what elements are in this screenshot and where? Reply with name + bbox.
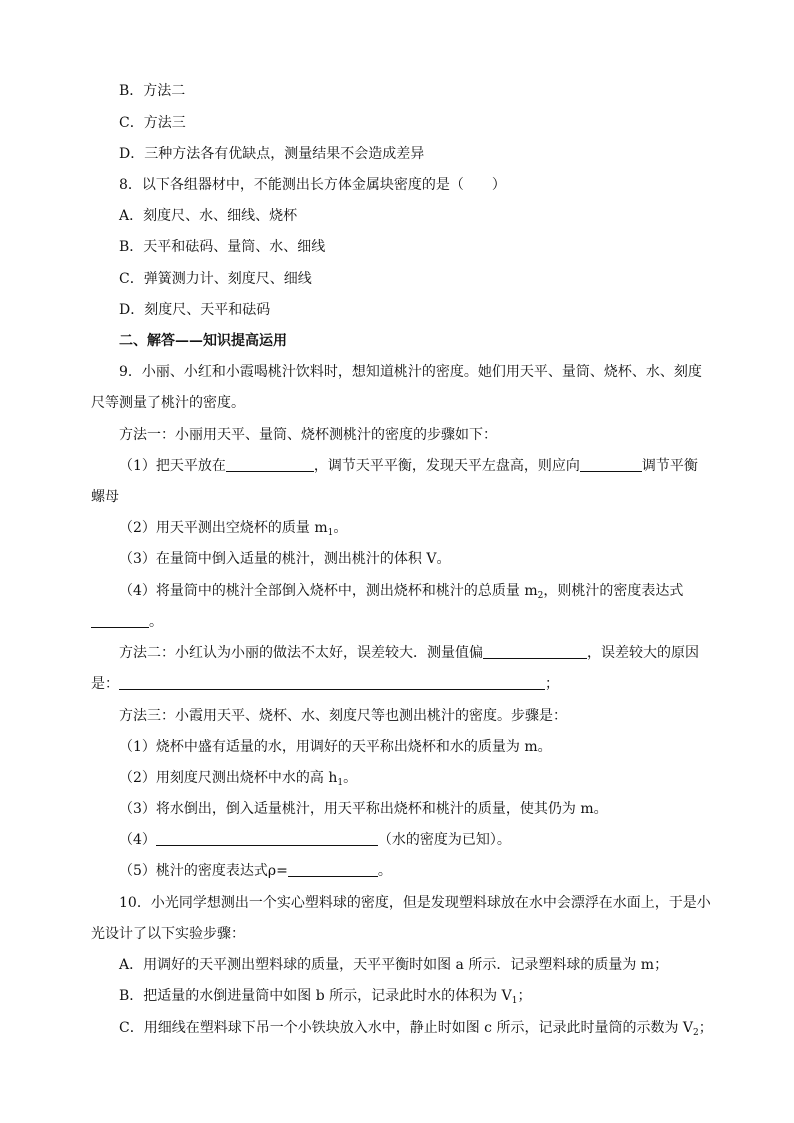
method1-step1-text-a: （1）把天平放在: [119, 458, 226, 474]
method3-step5-end: 。: [377, 863, 392, 879]
answer-blank-density-formula[interactable]: [288, 862, 378, 877]
method1-step2-text: （2）用天平测出空烧杯的质量 m: [119, 520, 328, 536]
answer-blank-density-expression[interactable]: [91, 613, 149, 628]
method2-text-a: 方法二：小红认为小丽的做法不太好，误差较大．测量值偏: [119, 645, 483, 661]
subscript: 1: [327, 528, 334, 538]
method1-step4-cont: [91, 613, 163, 631]
method3-step2-text: （2）用刻度尺测出烧杯中水的高 h: [119, 770, 338, 786]
method3-step5-text: （5）桃汁的密度表达式ρ=: [119, 863, 288, 879]
method1-step1-text-b: ，调节天平平衡，发现天平左盘高，则应向: [313, 458, 580, 474]
method2-end: ；: [545, 676, 559, 692]
method3-step1: （1）烧杯中盛有适量的水，用调好的天平称出烧杯和水的质量为 m。: [119, 739, 552, 755]
method1-step4: [119, 582, 683, 600]
method3-step4-text-b: （水的密度为已知）。: [377, 832, 511, 848]
method1-step4-text-b: ，则桃汁的密度表达式: [543, 583, 684, 599]
method1-step3: （3）在量筒中倒入适量的桃汁，测出桃汁的体积 V。: [119, 551, 451, 567]
method3-intro: 方法三：小霞用天平、烧杯、水、刻度尺等也测出桃汁的密度。步骤是：: [119, 708, 567, 724]
q7-option-d: D．三种方法各有优缺点，测量结果不会造成差异: [119, 146, 425, 162]
q10-step-b: [119, 987, 531, 1005]
method3-step4: [119, 831, 511, 849]
q8-option-a: A．刻度尺、水、细线、烧杯: [119, 208, 298, 224]
q7-option-c: C．方法三: [119, 115, 186, 131]
method2-text-c: 是：: [91, 676, 119, 692]
q10-step-c: [119, 1019, 713, 1037]
method1-step2-end: 。: [333, 520, 348, 536]
q7-option-b: B．方法二: [119, 83, 186, 99]
q10-step-b-end: ；: [517, 988, 532, 1004]
q10-stem-line2: 光设计了以下实验步骤：: [91, 926, 245, 942]
method2-text-b: ，误差较大的原因: [587, 645, 699, 661]
method2-line2: [91, 675, 559, 693]
q10-step-c-text: C．用细线在塑料球下吊一个小铁块放入水中，静止时如图 c 所示，记录此时量筒的示数为 V: [119, 1020, 694, 1036]
method3-step2-end: 。: [343, 770, 358, 786]
q9-stem-line1: 9．小丽、小红和小霞喝桃汁饮料时，想知道桃汁的密度。她们用天平、量筒、烧杯、水、刻度: [119, 364, 702, 380]
q10-step-c-end: ；: [698, 1020, 713, 1036]
method1-step1-text-c: 调节平衡: [641, 458, 698, 474]
method1-step4-end: 。: [149, 614, 163, 630]
q8-option-b: B．天平和砝码、量筒、水、细线: [119, 239, 326, 255]
method1-step1: [119, 457, 698, 475]
q8-option-d: D．刻度尺、天平和砝码: [119, 302, 271, 318]
method3-step4-text-a: （4）: [119, 832, 156, 848]
subscript: 1: [511, 996, 518, 1006]
answer-blank-direction[interactable]: [580, 457, 642, 472]
answer-blank-step4[interactable]: [156, 831, 378, 846]
method1-intro: 方法一：小丽用天平、量筒、烧杯测桃汁的密度的步骤如下：: [119, 427, 497, 443]
answer-blank-bias[interactable]: [483, 644, 587, 659]
method1-step4-text-a: （4）将量筒中的桃汁全部倒入烧杯中，测出烧杯和桃汁的总质量 m: [119, 583, 538, 599]
q8-option-c: C．弹簧测力计、刻度尺、细线: [119, 271, 312, 287]
method1-step2: [119, 519, 347, 537]
subscript: 2: [537, 591, 544, 601]
q9-stem-line2: 尺等测量了桃汁的密度。: [91, 395, 245, 411]
method3-step3: （3）将水倒出，倒入适量桃汁，用天平称出烧杯和桃汁的质量，使其仍为 m。: [119, 801, 608, 817]
section-heading: 二、解答——知识提高运用: [119, 333, 287, 349]
subscript: 1: [337, 778, 344, 788]
method2-line1: [119, 644, 699, 662]
answer-blank-reason[interactable]: [119, 675, 545, 690]
q10-step-b-text: B．把适量的水倒进量筒中如图 b 所示，记录此时水的体积为 V: [119, 988, 512, 1004]
method1-step1-cont: 螺母: [91, 489, 119, 505]
q8-stem: 8．以下各组器材中，不能测出长方体金属块密度的是（ ）: [119, 177, 506, 193]
answer-blank-placement[interactable]: [226, 457, 314, 472]
q10-step-a: A．用调好的天平测出塑料球的质量，天平平衡时如图 a 所示．记录塑料球的质量为 m；: [119, 957, 669, 973]
method3-step5: [119, 862, 392, 880]
q10-stem-line1: 10．小光同学想测出一个实心塑料球的密度，但是发现塑料球放在水中会漂浮在水面上，于是小: [119, 895, 711, 911]
subscript: 2: [693, 1028, 699, 1038]
method3-step2: [119, 769, 357, 787]
